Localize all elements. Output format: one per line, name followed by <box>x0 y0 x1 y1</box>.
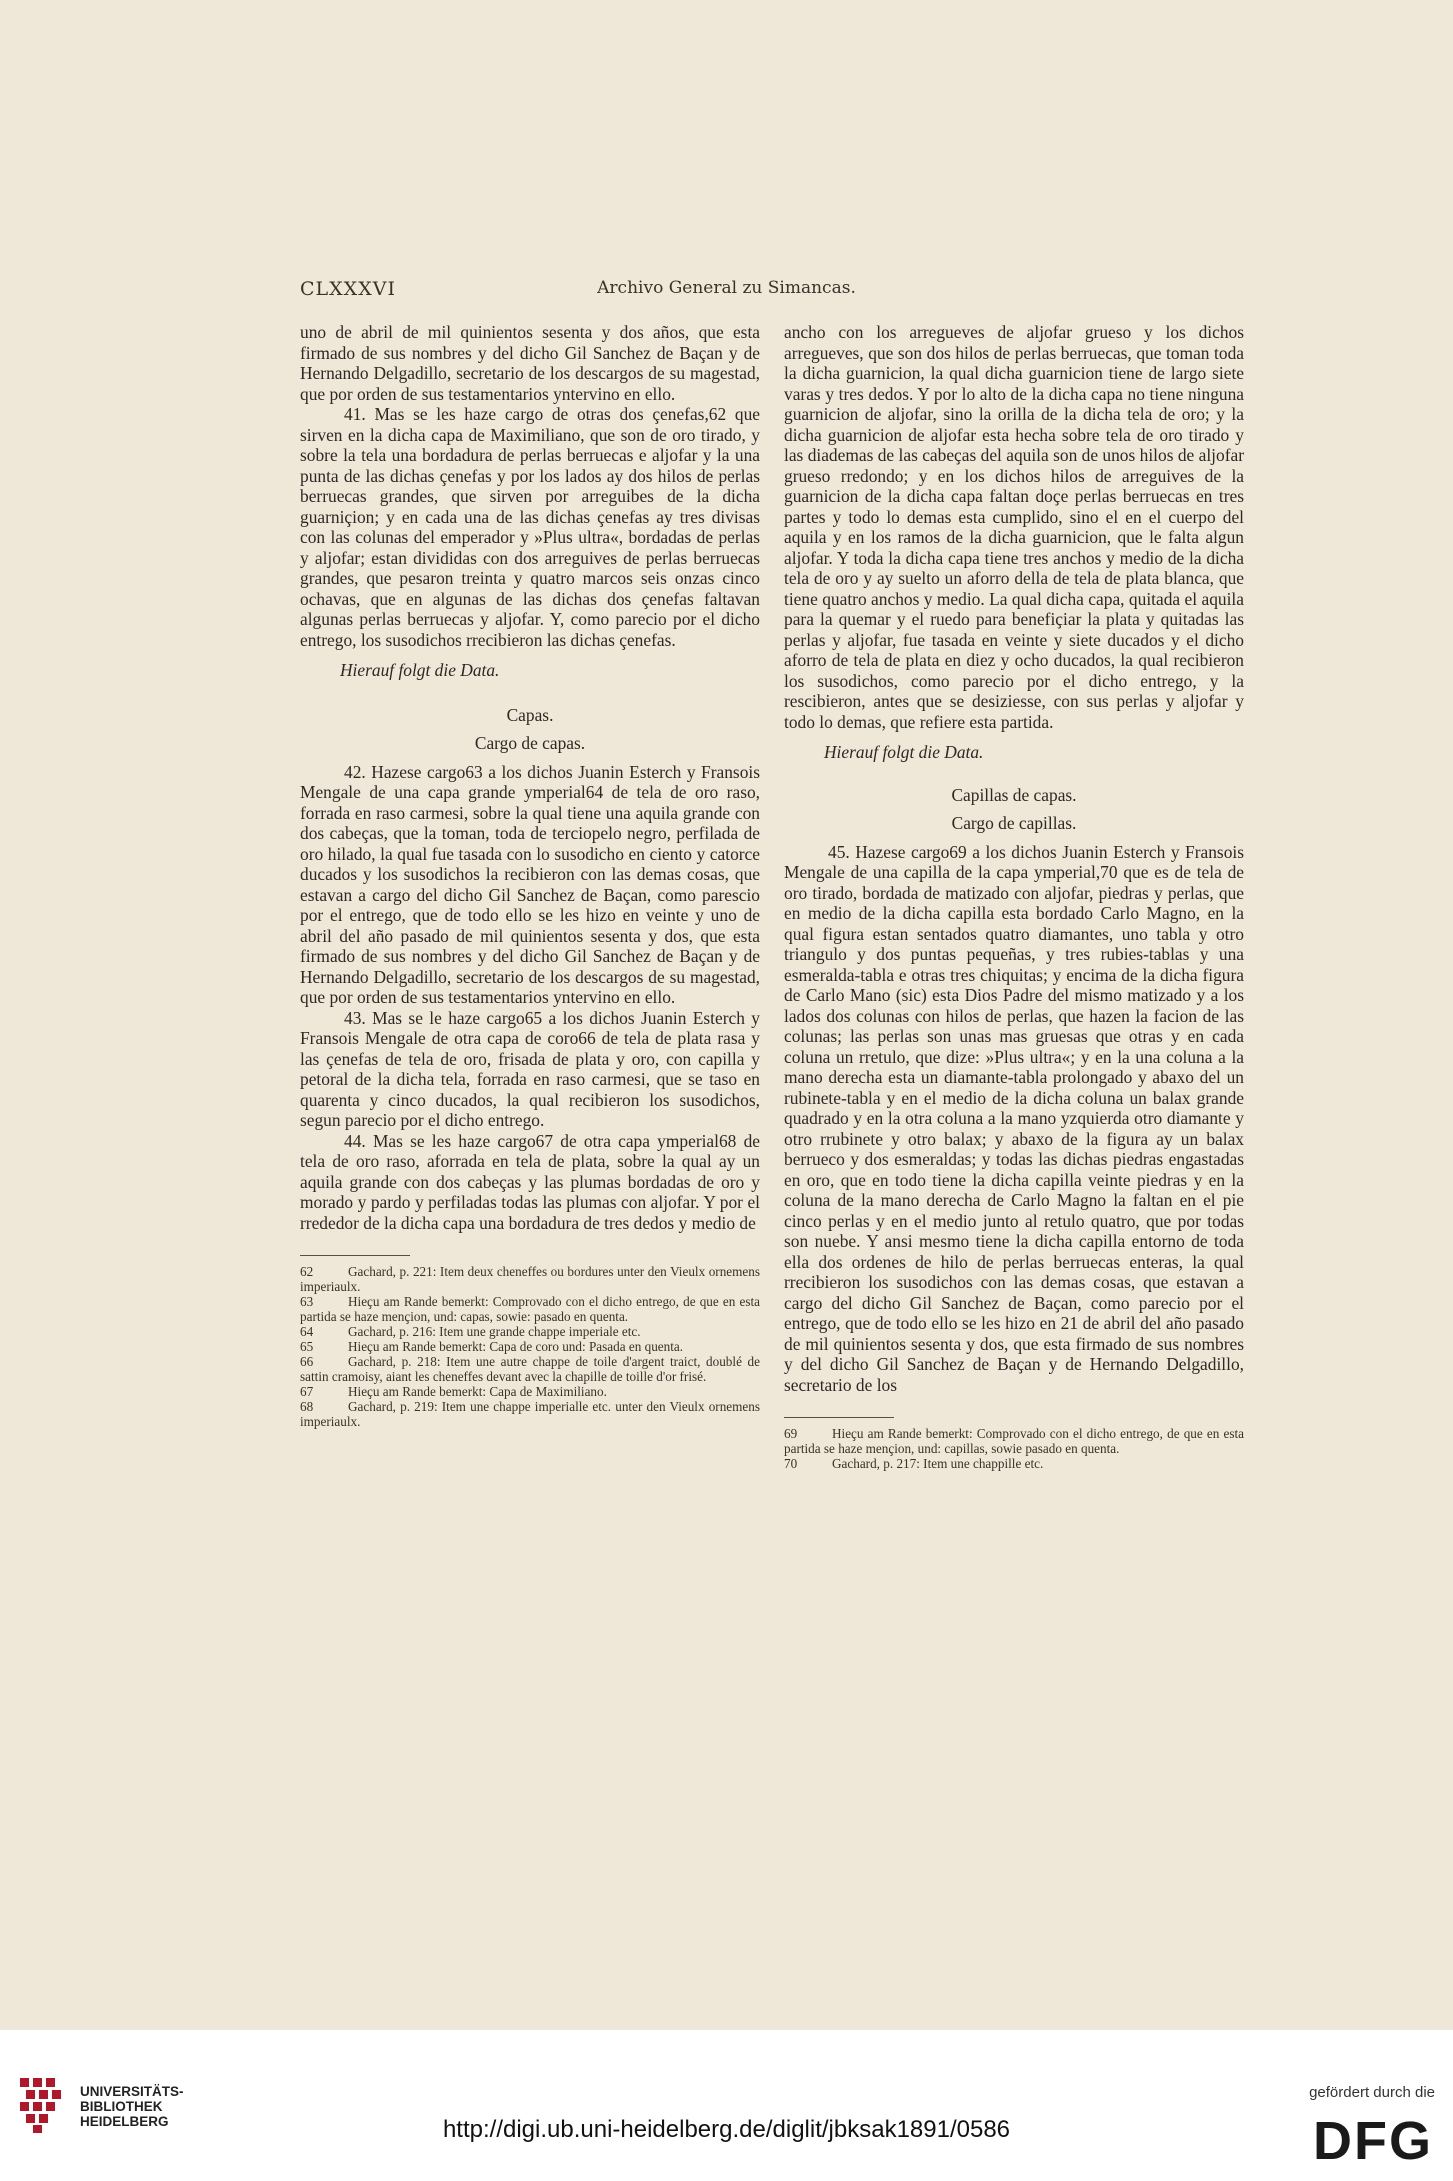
sponsor-note: gefördert durch die <box>1309 2084 1435 2101</box>
dfg-logo: DFG <box>1313 2111 1433 2171</box>
paragraph-41: 41. Mas se les haze cargo de otras dos çenefas,62 que sirven en la dicha capa de Maximiliano, que son de oro tirado, y sobre la tela una bordadura de perlas berruecas e aljofar y la una punta de las dichas çenefas y por los lados ay dos hilos de perlas berruecas grandes, que sirven por arreguibes de la dicha guarniçion; y en cada una de las dichas çenefas ay tres divisas con las colunas del emperador y »Plus ultra«, bordadas de perlas y aljofar; estan divididas con dos arreguives de perlas berruecas grandes, que pesaron treinta y quatro marcos seis onzas cinco ochavas, que en algunas de las dichas dos çenefas faltavan algunas perlas berruecas y aljofar. Y, como parecio por el dicho entrego, los susodichos rrecibieron las dichas çenefas. <box>300 404 760 650</box>
footnotes-right <box>784 1426 1244 1471</box>
paragraph-42: 42. Hazese cargo63 a los dichos Juanin Esterch y Fransois Mengale de una capa grande ymperial64 de tela de oro raso, forrada en raso carmesi, sobre la qual tiene una aquila grande con dos cabeças, que la toman, toda de terciopelo negro, perfilada de oro hilado, la qual fue tasada con lo susodicho en ciento y catorce ducados y los susodichos la recibieron con las demas cosas, que estavan a cargo del dicho Gil Sanchez de Baçan, como parescio por el entrego, que de todo ello se les hizo en veinte y uno de abril del año pasado de mil quinientos sesenta y dos, que esta firmado de sus nombres y del dicho Gil Sanchez de Baçan y de Hernando Delgadillo, secretario de los descargos de su magestad, que por orden de sus testamentarios yntervino en ello. <box>300 761 760 1007</box>
subsection-heading: Cargo de capas. <box>474 733 586 753</box>
paragraph-44: 44. Mas se les haze cargo67 de otra capa ymperial68 de tela de oro raso, aforrada en tela de plata, sobre la qual ay un aquila grande con dos cabeças y las plumas bordadas de oro y morado y pardo y perfiladas todas las plumas con aljofar. Y por el rrededor de la dicha capa una bordadura de tres dedos y medio de <box>300 1130 760 1233</box>
footnote: 66 Gachard, p. 218: Item une autre chappe de toile d'argent traict, doublé de sattin cramoisy, aiant les cheneffes devant avec la chapille de toille d'or frisé. <box>300 1354 760 1384</box>
footnote: 68 Gachard, p. 219: Item une chappe imperialle etc. unter den Vieulx ornemens imperiaulx. <box>300 1399 760 1429</box>
paragraph-45: 45. Hazese cargo69 a los dichos Juanin Esterch y Fransois Mengale de una capilla de la capa ymperial,70 que es de tela de oro tirado, bordada de matizado con aljofar, piedras y perlas, que en medio de la dicha capilla esta bordado Carlo Magno, en la qual figura estan sentados quatro diamantes, uno tabla y otro triangulo y dos puntas pequeñas, y tres rubies-tablas y una esmeralda-tabla e otras tres chiquitas; y encima de la dicha figura de Carlo Mano (sic) esta Dios Padre del mismo matizado y a los lados dos colunas con hilos de perlas, que hazen la facion de las colunas; las perlas son unas mas gruesas que otras y en cada coluna un rretulo, que dize: »Plus ultra«; y en la una coluna a la mano derecha esta un diamante-tabla prolongado y abaxo del un rubinete-tabla y en el medio de la dicha coluna un balax grande quadrado y en la otra coluna a la mano yzquierda otro diamante y otro rrubinete y otro balax; y abaxo de la figura ay un balax berrueco y dos esmeraldas; y todas las dichas piedras engastadas en oro, que en todo tiene la dicha capilla veinte piedras y en la coluna de la mano derecha de Carlo Magno la faltan en el pie cinco perlas y en el medio junto al retulo quatro, que por todas son nuebe. Y ansi mesmo tiene la dicha capilla entorno de toda ella dos ordenes de hilo de perlas berruecas enteras, la qual rrecibieron los susodichos con las demas cosas, que estavan a cargo del dicho Gil Sanchez de Baҫan, como parecio por el entrego, que de todo ello se les hizo en 21 de abril del año pasado de mil quinientos sesenta y dos, que esta firmado de sus nombres y del dicho Gil Sanchez de Baҫan y de Hernando Delgadillo, secretario de los <box>784 841 1244 1395</box>
section-heading: Capas. <box>506 704 554 725</box>
hierauf-note: Hierauf folgt die Data. <box>340 660 500 680</box>
hierauf-note: Hierauf folgt die Data. <box>824 742 984 762</box>
page-number: CLXXXVI <box>300 278 396 300</box>
paragraph-43: 43. Mas se le haze cargo65 a los dichos Juanin Esterch y Fransois Mengale de otra capa de coro66 de tela de plata rasa y las çenefas de tela de oro, frisada de plata y oro, con capilla y petoral de la dicha tela, forrada en raso carmesi, que se taso en quarenta y cinco ducados, la qual recibieron los susodichos, segun parecio por el dicho entrego. <box>300 1007 760 1130</box>
paragraph-continuation: uno de abril de mil quinientos sesenta y dos años, que esta firmado de sus nombres y del dicho Gil Sanchez de Baçan y de Hernando Delgadillo, secretario de los descargos de su magestad, que por orden de sus testamentarios yntervino en ello. <box>300 322 760 404</box>
section-heading: Capillas de capas. <box>951 784 1077 805</box>
footnote-rule <box>784 1417 894 1418</box>
subsection-heading: Cargo de capillas. <box>951 813 1077 833</box>
footnote: 65 Hieҫu am Rande bemerkt: Capa de coro und: Pasada en quenta. <box>300 1339 684 1354</box>
footnote: 64 Gachard, p. 216: Item une grande chappe imperiale etc. <box>300 1324 641 1339</box>
footnote: 67 Hieҫu am Rande bemerkt: Capa de Maximiliano. <box>300 1384 607 1399</box>
footnote: 70 Gachard, p. 217: Item une chappille etc. <box>784 1456 1044 1471</box>
footnotes-left <box>300 1264 760 1429</box>
footnote: 63 Hieҫu am Rande bemerkt: Comprovado con el dicho entrego, de que en esta partida se haze menҫion, und: capas, sowie: pasado en quenta. <box>300 1294 760 1324</box>
paragraph-continuation: ancho con los arregueves de aljofar grueso y los dichos arregueves, que son dos hilos de perlas berruecas, que toman toda la dicha guarnicion, la qual dicha guarnicion tiene de largo siete varas y tres dedos. Y por lo alto de la dicha capa no tiene ninguna guarnicion de aljofar, sino la orilla de la dicha tela de oro; y la dicha guarnicion de aljofar esta hecha sobre tela de oro tirado y las diademas de las cabeҫas del aquila son de unos hilos de aljofar grueso rredondo; y en los dichos hilos de arreguives de la guarnicion de la dicha capa faltan doҫe perlas berruecas en tres partes y todo lo demas esta cumplido, sino el en el cuerpo del aquila y en los ramos de la dicha guarnicion, que le falta algun aljofar. Y toda la dicha capa tiene tres anchos y medio de la dicha tela de oro y ay suelto un aforro della de tela de plata blanca, que tiene quatro anchos y medio. La qual dicha capa, quitada el aquila para la quemar y el ruedo para benefiҫiar la plata y quitadas las perlas y aljofar, fue tasada en veinte y siete ducados y el dicho aforro de tela de plata en diez y ocho ducados, la qual recibieron los susodichos, como parecio por el dicho entrego, y la rescibieron, antes que se desiziesse, con sus perlas y aljofar y todo lo demas, que refiere esta partida. <box>784 322 1244 732</box>
left-column <box>300 322 760 1429</box>
footnote: 69 Hieҫu am Rande bemerkt: Comprovado con el dicho entrego, de que en esta partida se haze menҫion, und: capillas, sowie pasado en quenta. <box>784 1426 1244 1456</box>
running-title: Archivo General zu Simancas. <box>597 278 856 298</box>
permalink[interactable]: http://digi.ub.uni-heidelberg.de/diglit/jbksak1891/0586 <box>442 2116 1011 2143</box>
footnote: 62 Gachard, p. 221: Item deux cheneffes ou bordures unter den Vieulx ornemens imperiaulx. <box>300 1264 760 1294</box>
viewer-footer <box>0 2030 1453 2181</box>
footnote-rule <box>300 1255 410 1256</box>
right-column <box>784 322 1244 1471</box>
library-name: UNIVERSITÄTS- BIBLIOTHEK HEIDELBERG <box>80 2084 184 2129</box>
